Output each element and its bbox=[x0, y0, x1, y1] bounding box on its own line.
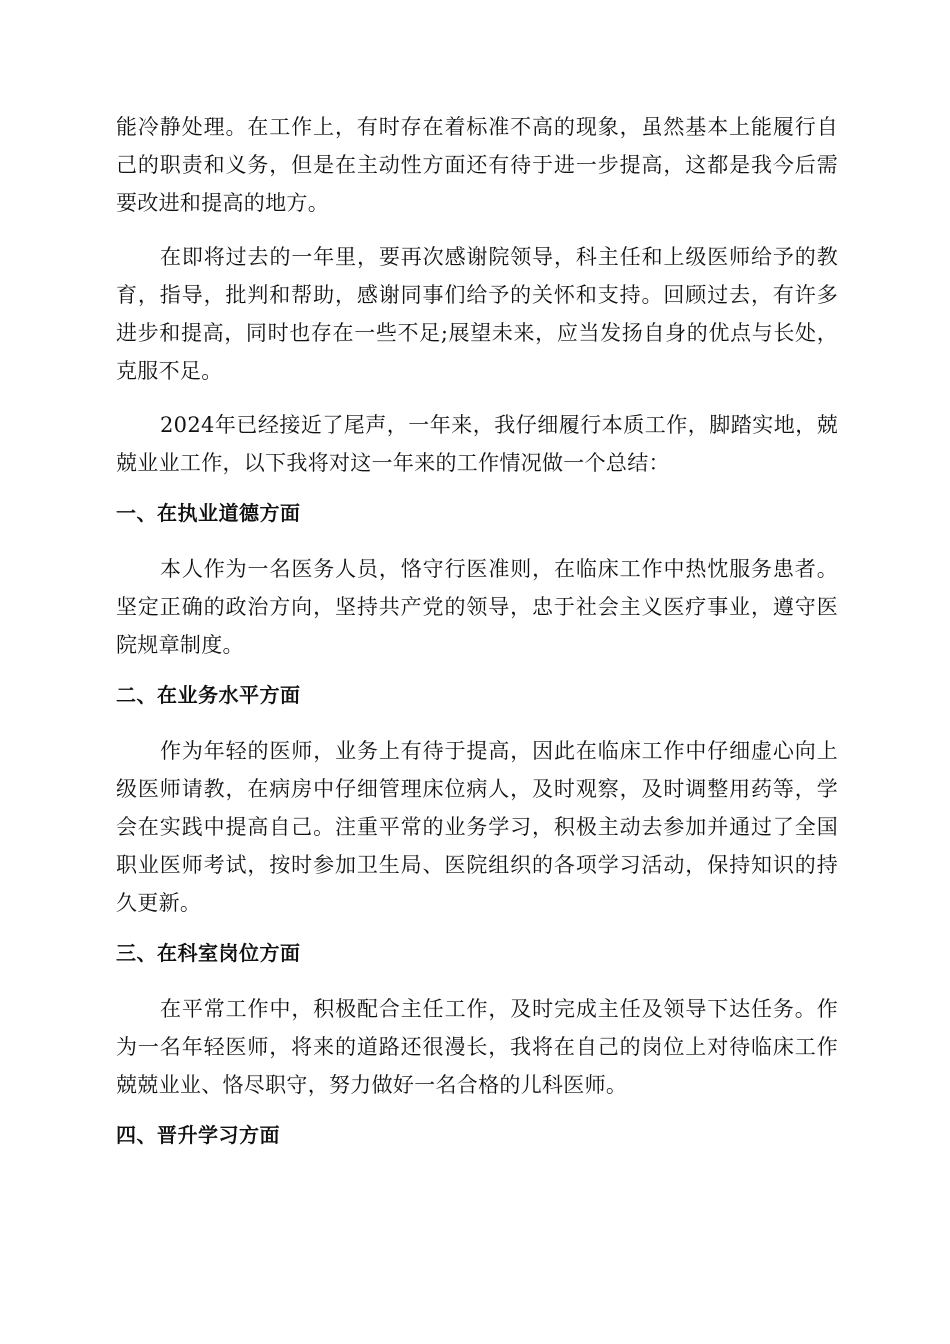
paragraph-gratitude: 在即将过去的一年里，要再次感谢院领导，科主任和上级医师给予的教育，指导，批判和帮助，感谢同事们给予的关怀和支持。回顾过去，有许多进步和提高，同时也存在一些不足;展望未来，应当发扬自身的优点与长处，克服不足。 bbox=[116, 245, 838, 383]
section-heading-promotion: 四、晋升学习方面 bbox=[116, 1123, 280, 1147]
section-heading-ethics: 一、在执业道德方面 bbox=[116, 501, 301, 525]
section-heading-skills: 二、在业务水平方面 bbox=[116, 683, 301, 707]
section-heading-department: 三、在科室岗位方面 bbox=[116, 941, 301, 965]
document-page bbox=[116, 108, 838, 1172]
paragraph-intro: 2024年已经接近了尾声，一年来，我仔细履行本质工作，脚踏实地，兢兢业业工作，以下我将对这一年来的工作情况做一个总结： bbox=[116, 413, 838, 475]
section-body-skills: 作为年轻的医师，业务上有待于提高，因此在临床工作中仔细虚心向上级医师请教，在病房中仔细管理床位病人，及时观察，及时调整用药等，学会在实践中提高自己。注重平常的业务学习，积极主动去参加并通过了全国职业医师考试，按时参加卫生局、医院组织的各项学习活动，保持知识的持久更新。 bbox=[116, 739, 838, 915]
section-body-ethics: 本人作为一名医务人员，恪守行医准则，在临床工作中热忱服务患者。坚定正确的政治方向，坚持共产党的领导，忠于社会主义医疗事业，遵守医院规章制度。 bbox=[116, 557, 838, 657]
paragraph-continued: 能冷静处理。在工作上，有时存在着标准不高的现象，虽然基本上能履行自己的职责和义务，但是在主动性方面还有待于进一步提高，这都是我今后需要改进和提高的地方。 bbox=[116, 115, 838, 215]
section-body-department: 在平常工作中，积极配合主任工作，及时完成主任及领导下达任务。作为一名年轻医师，将来的道路还很漫长，我将在自己的岗位上对待临床工作兢兢业业、恪尽职守，努力做好一名合格的儿科医师。 bbox=[116, 997, 838, 1097]
